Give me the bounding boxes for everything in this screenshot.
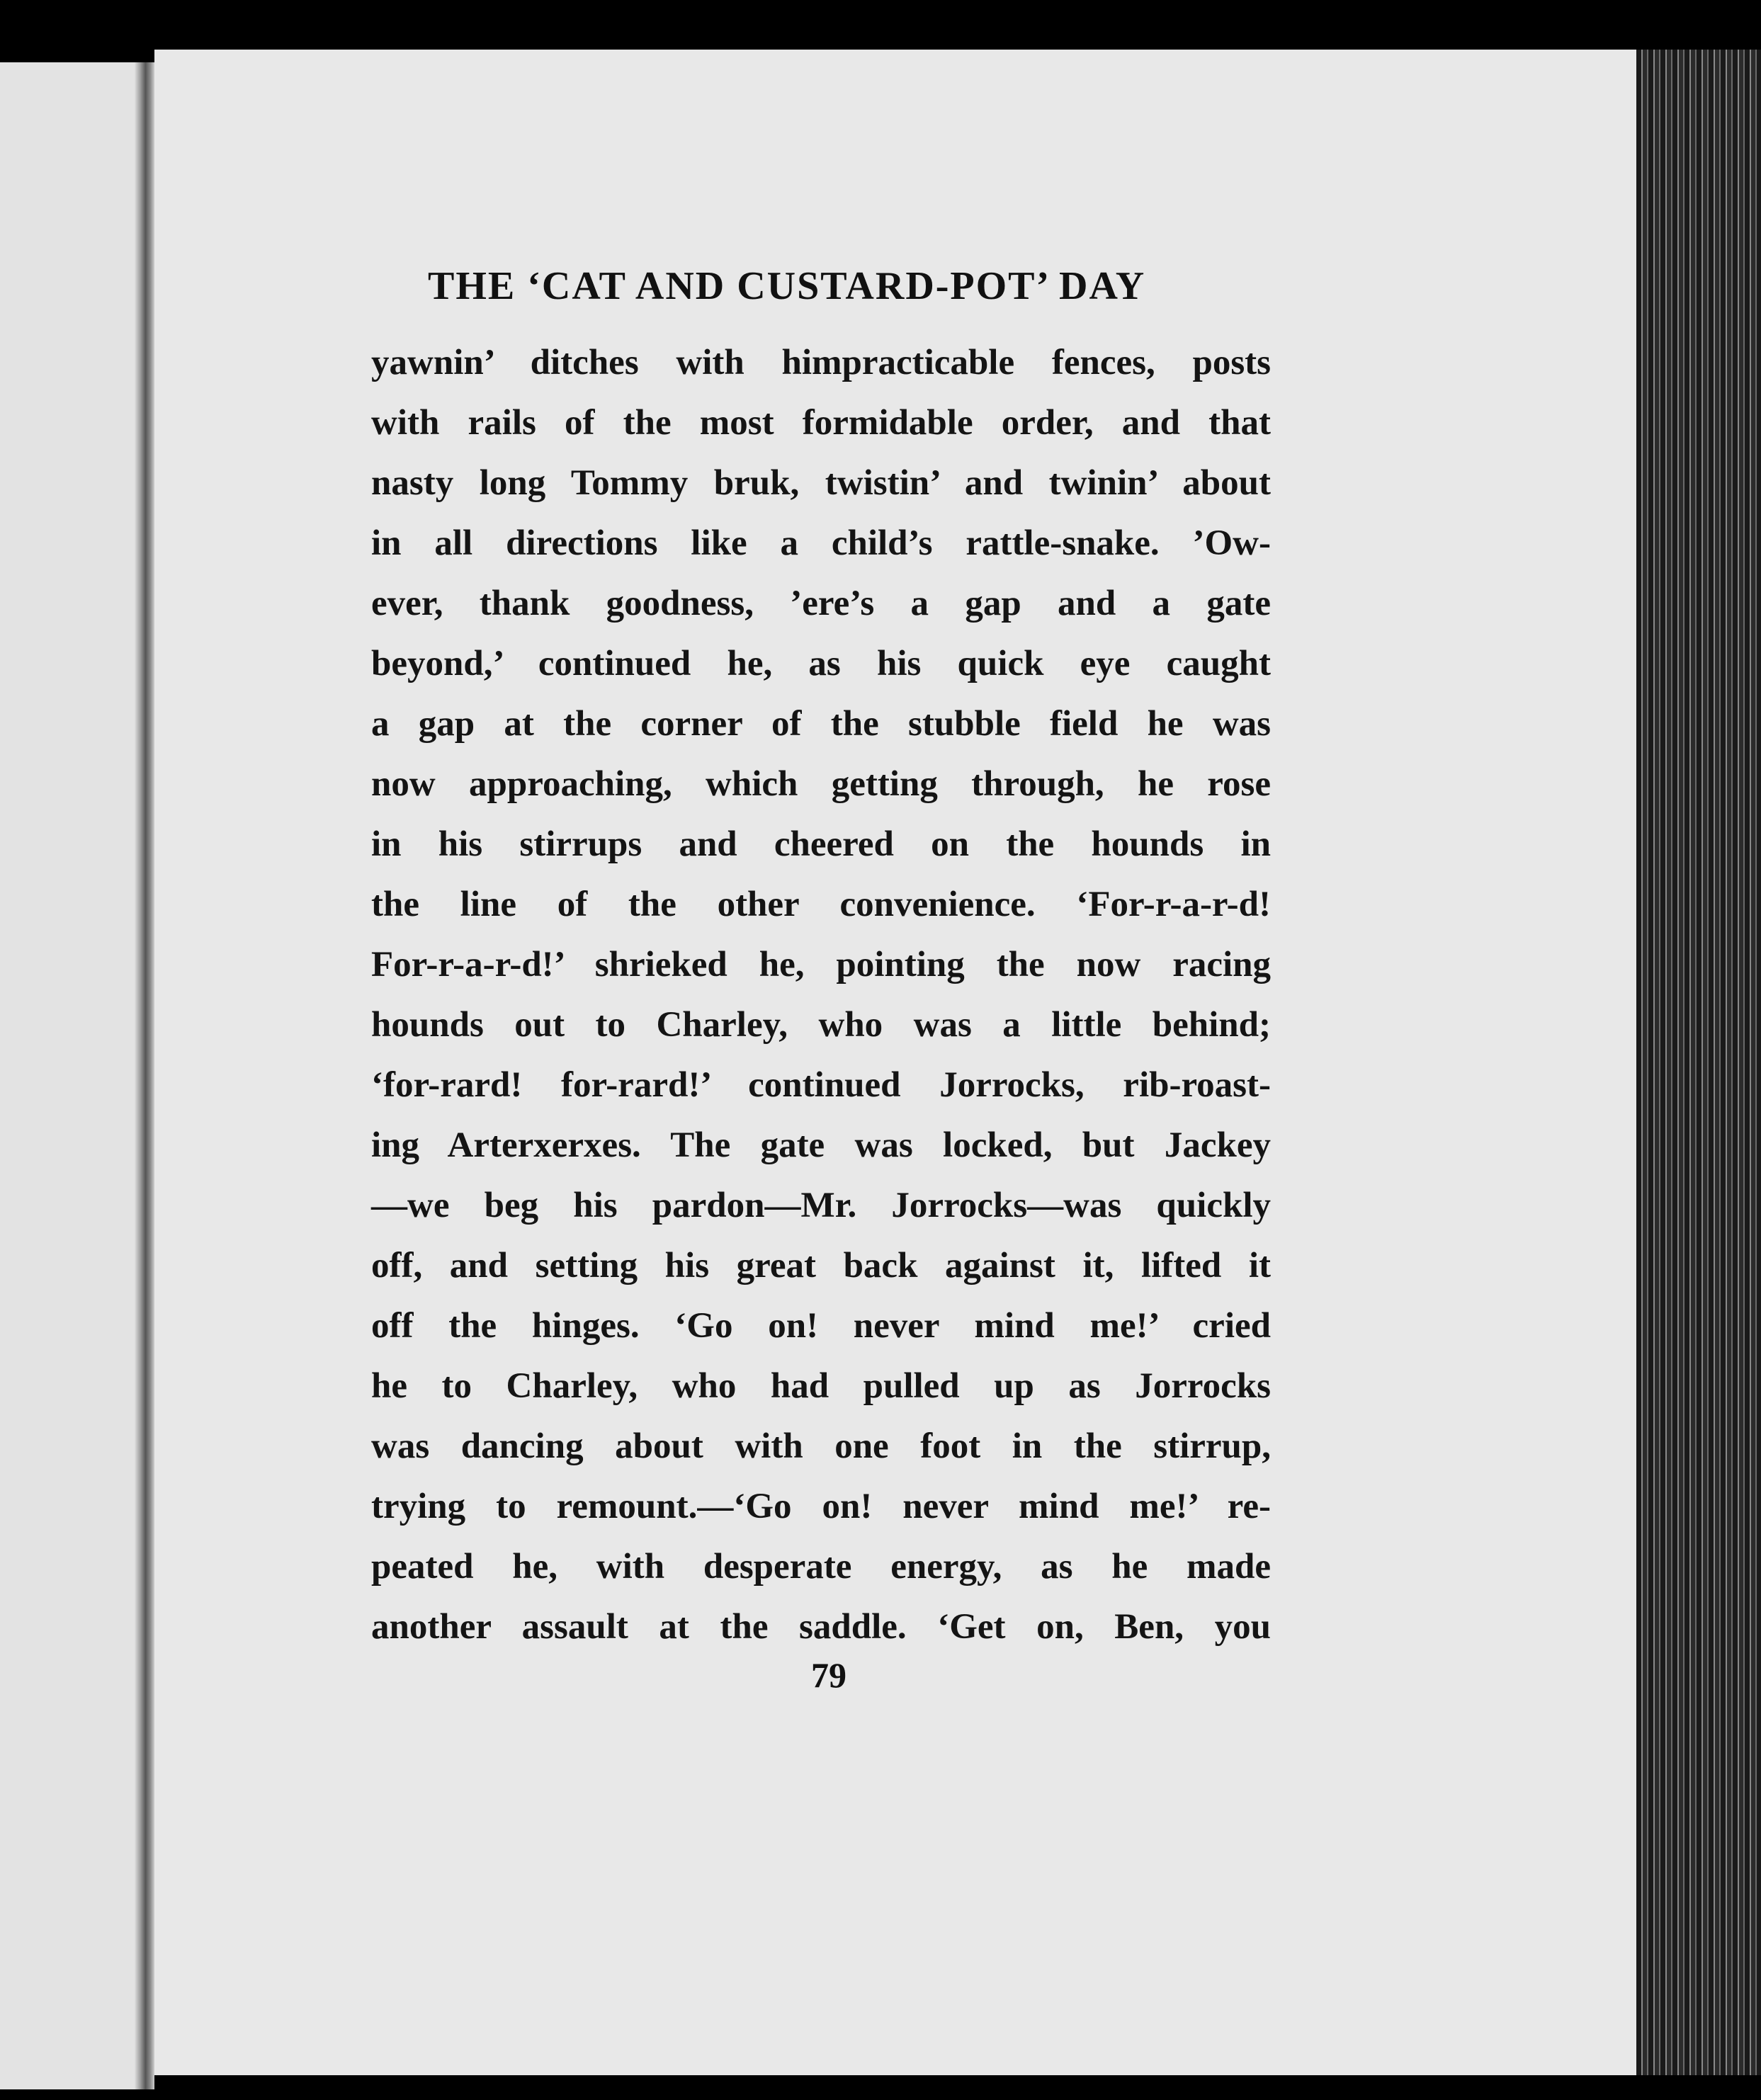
- text-line: trying to remount.—‘Go on! never mind me!’ re-: [371, 1487, 1271, 1526]
- text-line: in his stirrups and cheered on the hounds in: [371, 824, 1271, 864]
- text-line: For-r-a-r-d!’ shrieked he, pointing the now racing: [371, 945, 1271, 984]
- text-line: ever, thank goodness, ’ere’s a gap and a gate: [371, 584, 1271, 623]
- text-line: the line of the other convenience. ‘For-r-a-r-d!: [371, 885, 1271, 924]
- body-text: [371, 333, 1271, 1657]
- running-head: THE ‘CAT AND CUSTARD-POT’ DAY: [428, 264, 1146, 308]
- text-line: now approaching, which getting through, he rose: [371, 764, 1271, 804]
- text-line: peated he, with desperate energy, as he made: [371, 1547, 1271, 1587]
- text-line: —we beg his pardon—Mr. Jorrocks—was quickly: [371, 1186, 1271, 1225]
- text-line: with rails of the most formidable order, and that: [371, 403, 1271, 443]
- text-line: a gap at the corner of the stubble field he was: [371, 704, 1271, 744]
- text-line: he to Charley, who had pulled up as Jorrocks: [371, 1366, 1271, 1406]
- text-line: off, and setting his great back against it, lifted it: [371, 1246, 1271, 1285]
- text-line: off the hinges. ‘Go on! never mind me!’ cried: [371, 1306, 1271, 1346]
- text-line: ing Arterxerxes. The gate was locked, but Jackey: [371, 1125, 1271, 1165]
- text-line: nasty long Tommy bruk, twistin’ and twinin’ about: [371, 463, 1271, 503]
- text-line: another assault at the saddle. ‘Get on, Ben, you: [371, 1607, 1271, 1647]
- text-line: hounds out to Charley, who was a little behind;: [371, 1005, 1271, 1045]
- book-gutter: [135, 62, 154, 2089]
- text-line: was dancing about with one foot in the stirrup,: [371, 1426, 1271, 1466]
- text-line: in all directions like a child’s rattle-snake. ’Ow-: [371, 523, 1271, 563]
- text-line: ‘for-rard! for-rard!’ continued Jorrocks, rib-roast-: [371, 1065, 1271, 1105]
- page-number: 79: [811, 1655, 846, 1695]
- text-line: yawnin’ ditches with himpracticable fences, posts: [371, 343, 1271, 382]
- text-line: beyond,’ continued he, as his quick eye caught: [371, 644, 1271, 683]
- left-page: [0, 62, 152, 2089]
- page-edges: [1636, 50, 1761, 2075]
